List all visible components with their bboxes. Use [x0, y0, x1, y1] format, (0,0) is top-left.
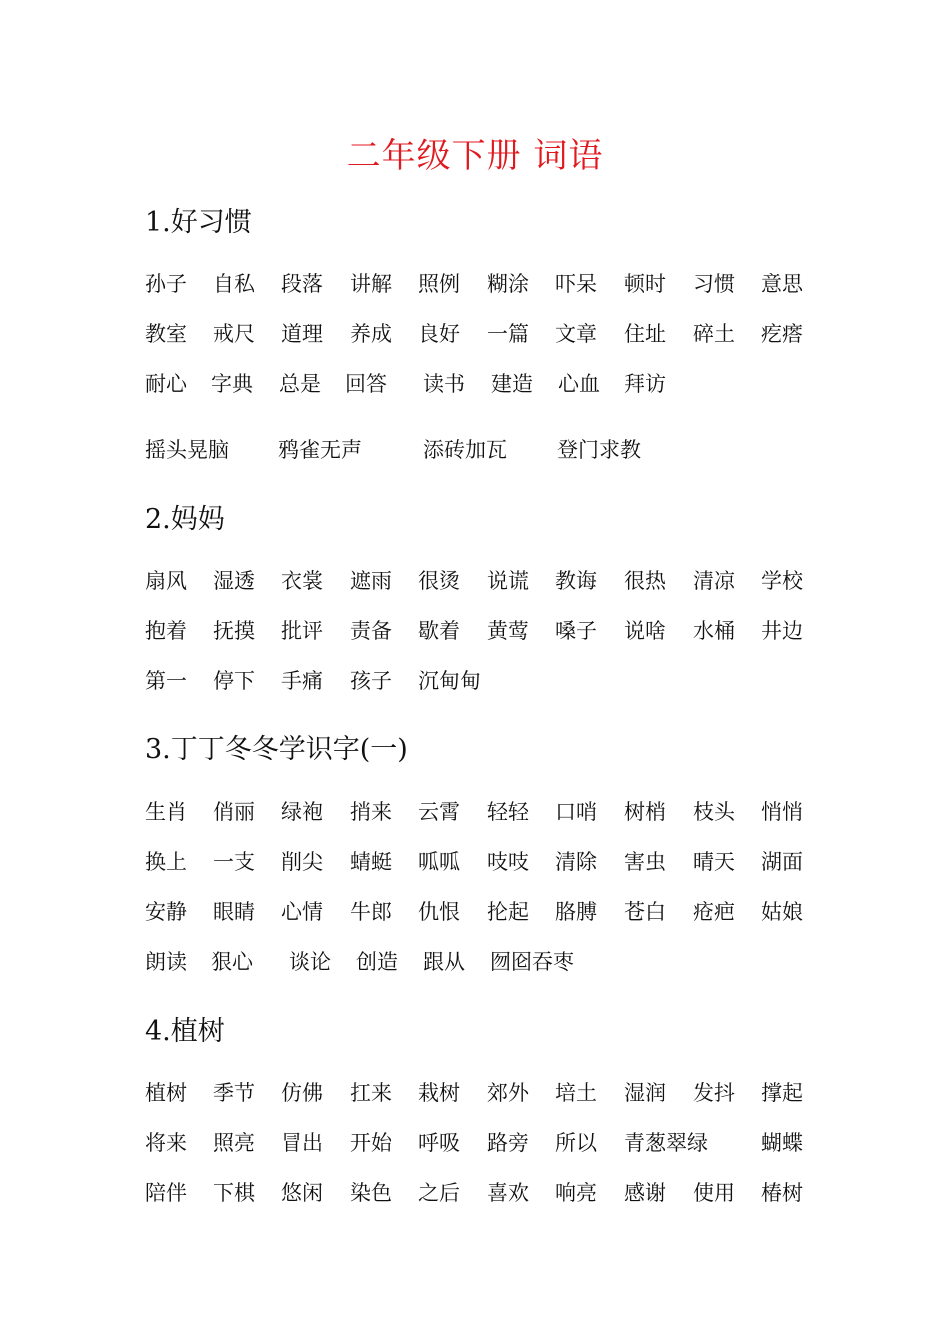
vocab-word: 青葱翠绿	[624, 1131, 708, 1155]
page-title: 二年级下册 词语	[346, 136, 604, 176]
vocab-word: 响亮	[555, 1181, 597, 1205]
vocab-word: 路旁	[487, 1131, 529, 1155]
vocab-word: 养成	[350, 322, 392, 346]
vocab-word: 回答	[345, 372, 387, 396]
vocab-word: 总是	[279, 372, 321, 396]
vocab-word: 陪伴	[145, 1181, 187, 1205]
vocab-word: 枝头	[693, 800, 735, 824]
vocab-word: 生肖	[145, 800, 187, 824]
vocab-word: 湿透	[213, 569, 255, 593]
vocab-word: 建造	[491, 372, 533, 396]
vocab-word: 植树	[145, 1081, 187, 1105]
vocab-word: 教室	[145, 322, 187, 346]
vocab-word: 湿润	[624, 1081, 666, 1105]
vocab-word: 停下	[213, 669, 255, 693]
vocab-word: 添砖加瓦	[423, 438, 507, 462]
vocab-word: 衣裳	[281, 569, 323, 593]
vocab-word: 自私	[213, 272, 255, 296]
vocab-word: 住址	[624, 322, 666, 346]
vocab-word: 狠心	[211, 950, 253, 974]
vocab-word: 撑起	[761, 1081, 803, 1105]
vocab-word: 歇着	[418, 619, 460, 643]
vocab-word: 说啥	[624, 619, 666, 643]
vocab-word: 换上	[145, 850, 187, 874]
vocab-word: 之后	[418, 1181, 460, 1205]
vocab-word: 吱吱	[487, 850, 529, 874]
vocab-word: 削尖	[281, 850, 323, 874]
vocab-word: 沉甸甸	[418, 669, 481, 693]
vocab-word: 发抖	[693, 1081, 735, 1105]
vocab-word: 牛郎	[350, 900, 392, 924]
vocab-word: 吓呆	[555, 272, 597, 296]
vocab-word: 疮疤	[693, 900, 735, 924]
vocab-word: 晴天	[693, 850, 735, 874]
vocab-word: 良好	[418, 322, 460, 346]
vocab-word: 囫囵吞枣	[490, 950, 574, 974]
vocab-word: 仿佛	[281, 1081, 323, 1105]
vocab-word: 很热	[624, 569, 666, 593]
section-heading: 4.植树	[145, 1016, 225, 1047]
vocab-word: 绿袍	[281, 800, 323, 824]
vocab-word: 捎来	[350, 800, 392, 824]
vocab-word: 遮雨	[350, 569, 392, 593]
vocab-word: 跟从	[423, 950, 465, 974]
vocab-word: 一支	[213, 850, 255, 874]
vocab-word: 教诲	[555, 569, 597, 593]
vocab-word: 手痛	[281, 669, 323, 693]
vocab-word: 朗读	[145, 950, 187, 974]
vocab-word: 水桶	[693, 619, 735, 643]
vocab-word: 扇风	[145, 569, 187, 593]
vocab-word: 拜访	[624, 372, 666, 396]
vocab-word: 碎土	[693, 322, 735, 346]
vocab-word: 意思	[761, 272, 803, 296]
vocab-word: 悠闲	[281, 1181, 323, 1205]
vocab-word: 所以	[555, 1131, 597, 1155]
vocab-word: 清除	[555, 850, 597, 874]
vocab-word: 顿时	[624, 272, 666, 296]
vocab-word: 一篇	[487, 322, 529, 346]
vocab-word: 抱着	[145, 619, 187, 643]
vocab-word: 谈论	[289, 950, 331, 974]
vocab-word: 字典	[211, 372, 253, 396]
vocab-word: 第一	[145, 669, 187, 693]
vocab-word: 照亮	[213, 1131, 255, 1155]
vocab-word: 椿树	[761, 1181, 803, 1205]
vocab-word: 说谎	[487, 569, 529, 593]
vocab-word: 培土	[555, 1081, 597, 1105]
vocab-word: 安静	[145, 900, 187, 924]
vocab-word: 将来	[145, 1131, 187, 1155]
vocab-word: 读书	[423, 372, 465, 396]
vocab-word: 季节	[213, 1081, 255, 1105]
vocab-word: 心血	[558, 372, 600, 396]
vocab-word: 鸦雀无声	[278, 438, 362, 462]
vocab-word: 习惯	[693, 272, 735, 296]
vocab-word: 抚摸	[213, 619, 255, 643]
vocab-word: 下棋	[213, 1181, 255, 1205]
vocab-word: 树梢	[624, 800, 666, 824]
vocab-word: 很烫	[418, 569, 460, 593]
vocab-word: 蜻蜓	[350, 850, 392, 874]
vocab-word: 郊外	[487, 1081, 529, 1105]
vocab-word: 心情	[281, 900, 323, 924]
vocab-word: 黄莺	[487, 619, 529, 643]
vocab-word: 耐心	[145, 372, 187, 396]
vocab-word: 抡起	[487, 900, 529, 924]
vocab-word: 文章	[555, 322, 597, 346]
vocab-word: 学校	[761, 569, 803, 593]
vocab-word: 湖面	[761, 850, 803, 874]
vocab-word: 井边	[761, 619, 803, 643]
vocab-word: 栽树	[418, 1081, 460, 1105]
vocab-word: 害虫	[624, 850, 666, 874]
vocab-word: 蝴蝶	[761, 1131, 803, 1155]
vocab-word: 染色	[350, 1181, 392, 1205]
vocab-word: 冒出	[281, 1131, 323, 1155]
section-heading: 3.丁丁冬冬学识字(一)	[145, 734, 408, 765]
vocab-word: 喜欢	[487, 1181, 529, 1205]
section-heading: 1.好习惯	[145, 207, 252, 238]
vocab-word: 嗓子	[555, 619, 597, 643]
vocab-word: 孩子	[350, 669, 392, 693]
vocab-word: 悄悄	[761, 800, 803, 824]
vocab-word: 云霄	[418, 800, 460, 824]
vocab-word: 口哨	[555, 800, 597, 824]
vocab-word: 清凉	[693, 569, 735, 593]
section-heading: 2.妈妈	[145, 504, 225, 535]
vocab-word: 扛来	[350, 1081, 392, 1105]
vocab-word: 照例	[418, 272, 460, 296]
vocab-word: 胳膊	[555, 900, 597, 924]
vocab-word: 使用	[693, 1181, 735, 1205]
vocab-word: 糊涂	[487, 272, 529, 296]
vocab-word: 仇恨	[418, 900, 460, 924]
vocab-word: 道理	[281, 322, 323, 346]
vocab-word: 批评	[281, 619, 323, 643]
vocab-word: 开始	[350, 1131, 392, 1155]
vocab-word: 登门求教	[557, 438, 641, 462]
vocab-word: 孙子	[145, 272, 187, 296]
vocab-word: 呱呱	[418, 850, 460, 874]
vocab-word: 创造	[356, 950, 398, 974]
vocab-word: 讲解	[350, 272, 392, 296]
vocab-word: 苍白	[624, 900, 666, 924]
vocab-word: 轻轻	[487, 800, 529, 824]
vocab-word: 责备	[350, 619, 392, 643]
vocab-word: 感谢	[624, 1181, 666, 1205]
vocab-word: 眼睛	[213, 900, 255, 924]
vocab-word: 摇头晃脑	[145, 438, 229, 462]
vocab-word: 戒尺	[213, 322, 255, 346]
vocab-word: 姑娘	[761, 900, 803, 924]
vocab-word: 俏丽	[213, 800, 255, 824]
vocab-word: 呼吸	[418, 1131, 460, 1155]
vocab-word: 段落	[281, 272, 323, 296]
vocab-word: 疙瘩	[761, 322, 803, 346]
